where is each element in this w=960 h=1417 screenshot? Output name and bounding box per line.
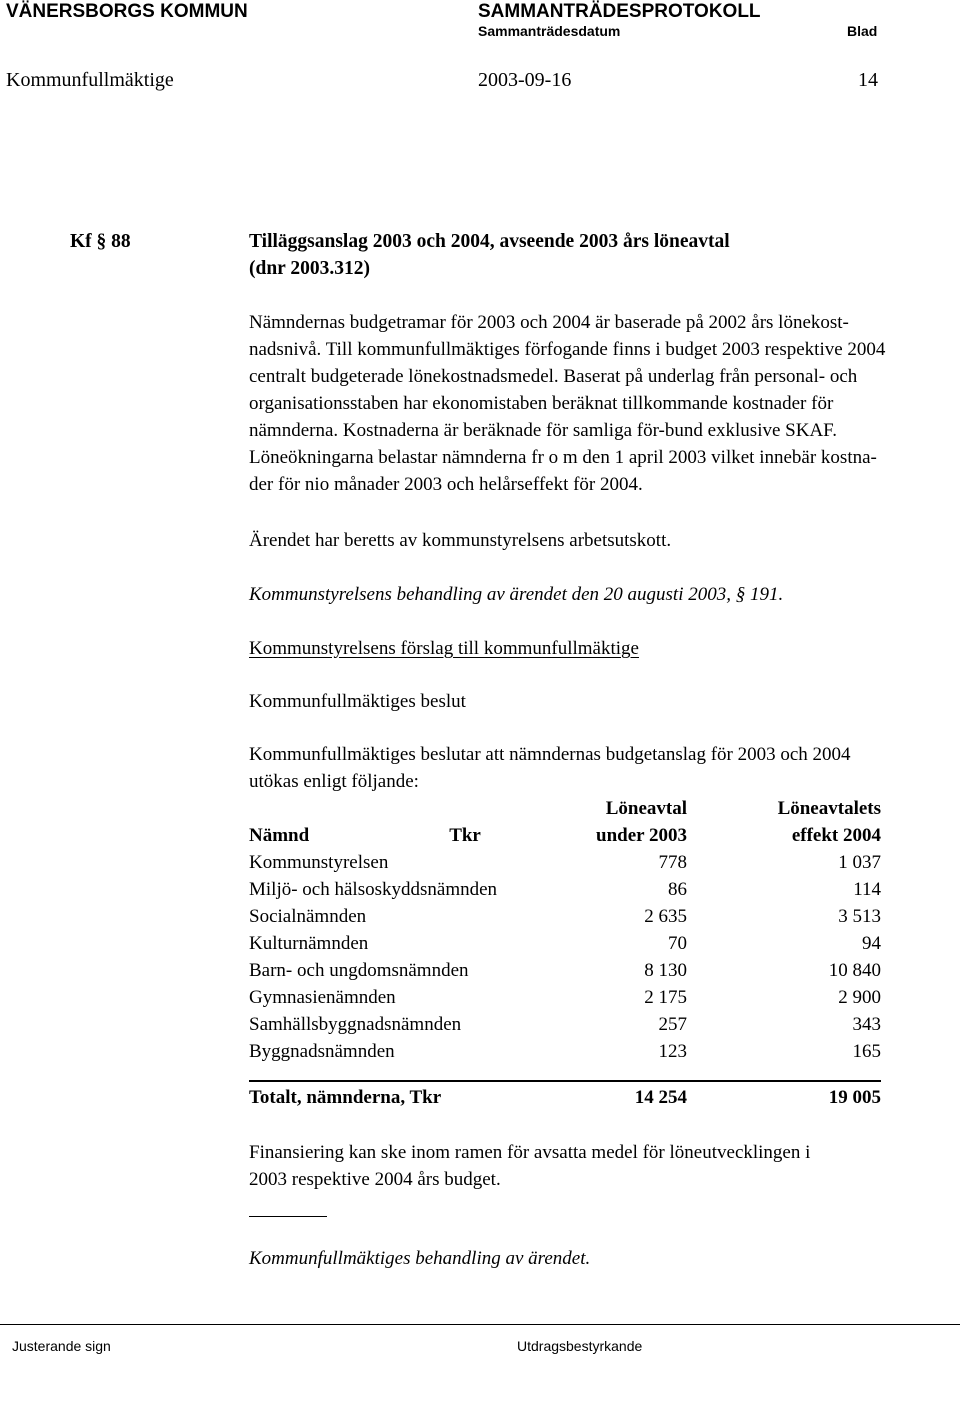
- paragraph-line: Löneökningarna belastar nämnderna fr o m den 1 april 2003 vilket innebär kostna-: [249, 447, 877, 468]
- table-header-row: [249, 795, 881, 822]
- paragraph-line: organisationsstaben har ekonomistaben beräknat tillkommande kostnader för: [249, 393, 834, 414]
- value-2003: 778: [658, 852, 687, 873]
- ks-handling: Kommunstyrelsens behandling av ärendet den 20 augusti 2003, § 191.: [249, 584, 784, 605]
- paragraph-line: centralt budgeterade lönekostnadsmedel. Baserat på underlag från personal- och: [249, 366, 858, 387]
- committee-name: Socialnämnden: [249, 906, 367, 927]
- paragraph-line: Nämndernas budgetramar för 2003 och 2004 är baserade på 2002 års lönekost-: [249, 312, 849, 333]
- col-header-2004: effekt 2004: [791, 825, 881, 846]
- section-number: Kf § 88: [70, 231, 131, 252]
- value-2003: 86: [668, 879, 687, 900]
- value-2004: 10 840: [828, 960, 881, 981]
- sign-label: Justerande sign: [12, 1338, 111, 1354]
- total-label: Totalt, nämnderna, Tkr: [249, 1087, 442, 1108]
- table-row: [249, 903, 881, 930]
- value-2003: 70: [668, 933, 687, 954]
- page-number: 14: [858, 69, 878, 91]
- committee-name: Samhällsbyggnadsnämnden: [249, 1014, 462, 1035]
- value-2003: 123: [658, 1041, 687, 1062]
- value-2004: 3 513: [838, 906, 881, 927]
- ks-proposal-heading: Kommunstyrelsens förslag till kommunfullmäktige: [249, 638, 639, 659]
- footer-divider: [0, 1324, 960, 1325]
- paragraph-line: nämnderna. Kostnaderna är beräknade för samliga för-bund exklusive SKAF.: [249, 420, 837, 441]
- value-2004: 114: [853, 879, 881, 900]
- table-header-row: [249, 822, 881, 849]
- col-header-2003: under 2003: [596, 825, 687, 846]
- decision-line: Kommunfullmäktiges beslutar att nämndernas budgetanslag för 2003 och 2004: [249, 744, 851, 765]
- kf-decision-heading: Kommunfullmäktiges beslut: [249, 691, 466, 712]
- col-header-2004-top: Löneavtalets: [777, 798, 881, 819]
- background-paragraph: [249, 309, 889, 498]
- value-2003: 8 130: [644, 960, 687, 981]
- total-2004: 19 005: [828, 1087, 881, 1108]
- financing-paragraph: [249, 1139, 889, 1193]
- decision-line: utökas enligt följande:: [249, 771, 419, 792]
- municipality-name: VÄNERSBORGS KOMMUN: [6, 1, 248, 22]
- value-2004: 1 037: [838, 852, 881, 873]
- short-divider: [249, 1216, 327, 1217]
- total-2003: 14 254: [634, 1087, 687, 1108]
- value-2004: 2 900: [838, 987, 881, 1008]
- value-2004: 94: [862, 933, 881, 954]
- col-header-name-label: Nämnd: [249, 825, 310, 846]
- col-header-unit: Tkr: [449, 825, 481, 846]
- table-row: [249, 930, 881, 957]
- table-row: [249, 984, 881, 1011]
- committee-name: Kommunstyrelsen: [249, 852, 389, 873]
- financing-line: 2003 respektive 2004 års budget.: [249, 1169, 501, 1190]
- committee-name: Byggnadsnämnden: [249, 1041, 395, 1062]
- value-2004: 165: [852, 1041, 881, 1062]
- decision-paragraph: [249, 741, 889, 795]
- table-row: [249, 1038, 881, 1065]
- meeting-body: Kommunfullmäktige: [6, 69, 174, 91]
- date-label: Sammanträdesdatum: [478, 23, 621, 39]
- protocol-title: SAMMANTRÄDESPROTOKOLL: [478, 1, 761, 22]
- committee-name: Miljö- och hälsoskyddsnämnden: [249, 879, 498, 900]
- paragraph-line: der för nio månader 2003 och helårseffekt för 2004.: [249, 474, 643, 495]
- section-title-line2: (dnr 2003.312): [249, 258, 370, 279]
- page-label: Blad: [847, 23, 878, 39]
- col-header-name: [249, 822, 556, 849]
- value-2003: 2 175: [644, 987, 687, 1008]
- value-2003: 257: [658, 1014, 687, 1035]
- table-row: [249, 957, 881, 984]
- committee-name: Kulturnämnden: [249, 933, 369, 954]
- committee-name: Barn- och ungdomsnämnden: [249, 960, 469, 981]
- table-row: [249, 1011, 881, 1038]
- extract-label: Utdragsbestyrkande: [517, 1338, 643, 1354]
- prepared-note: Ärendet har beretts av kommunstyrelsens arbetsutskott.: [249, 530, 672, 551]
- paragraph-line: nadsnivå. Till kommunfullmäktiges förfogande finns i budget 2003 respektive 2004: [249, 339, 886, 360]
- table-row: [249, 876, 881, 903]
- value-2004: 343: [852, 1014, 881, 1035]
- table-row: [249, 849, 881, 876]
- budget-table: [249, 795, 881, 1065]
- financing-line: Finansiering kan ske inom ramen för avsatta medel för löneutvecklingen i: [249, 1142, 811, 1163]
- meeting-date: 2003-09-16: [478, 69, 572, 91]
- total-divider: [249, 1080, 881, 1082]
- kf-handling: Kommunfullmäktiges behandling av ärendet.: [249, 1248, 591, 1269]
- value-2003: 2 635: [644, 906, 687, 927]
- committee-name: Gymnasienämnden: [249, 987, 396, 1008]
- col-header-2003-top: Löneavtal: [605, 798, 687, 819]
- section-title-line1: Tilläggsanslag 2003 och 2004, avseende 2003 års löneavtal: [249, 231, 730, 252]
